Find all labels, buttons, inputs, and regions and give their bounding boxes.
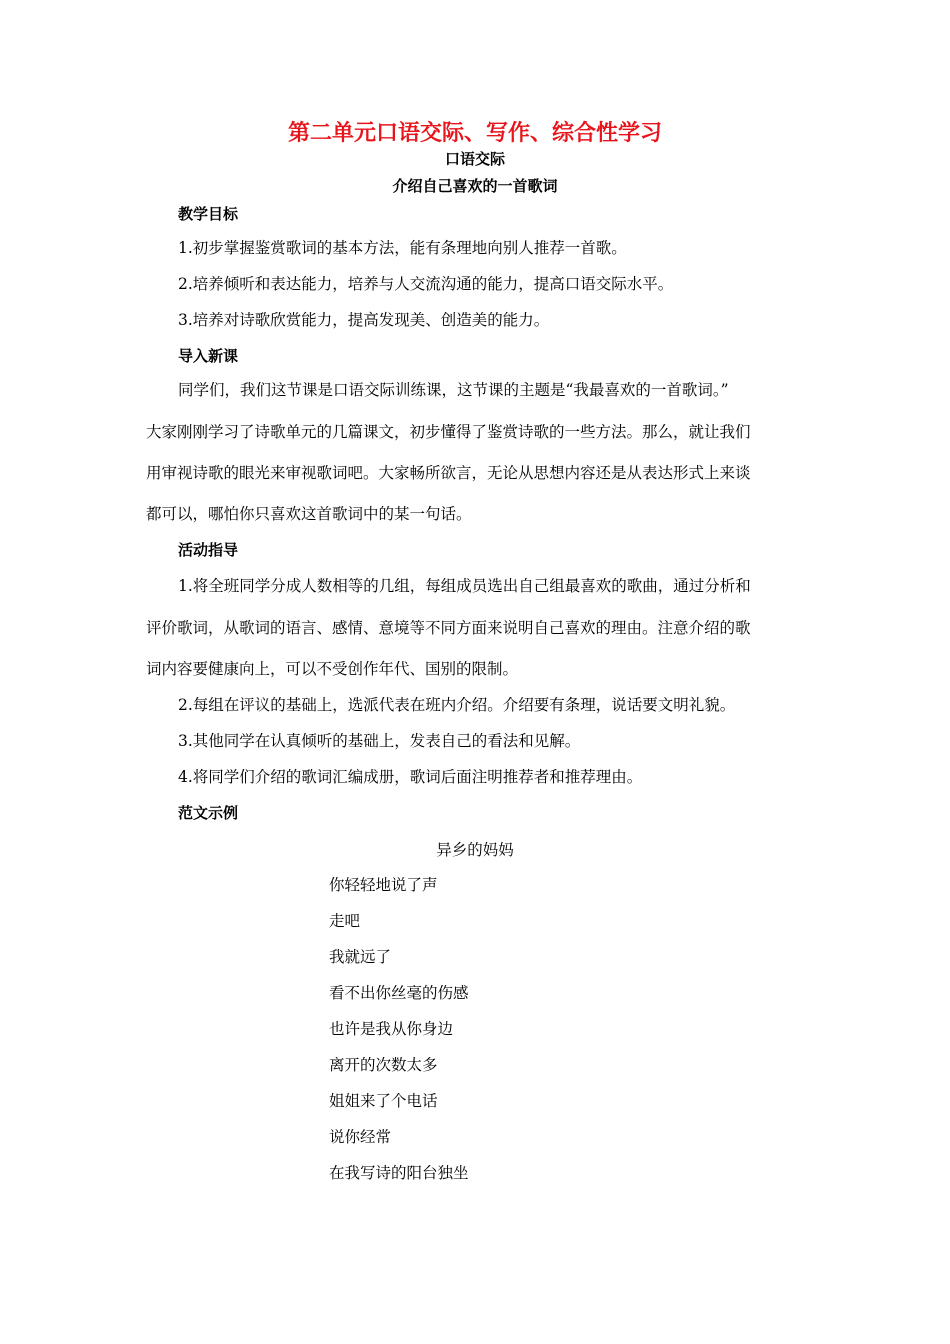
poem-line: 看不出你丝毫的伤感: [329, 984, 469, 1002]
poem-line: 在我写诗的阳台独坐: [329, 1164, 469, 1182]
intro-paragraph-line: 大家刚刚学习了诗歌单元的几篇课文，初步懂得了鉴赏诗歌的一些方法。那么，就让我们: [146, 423, 751, 441]
poem-title: 异乡的妈妈: [436, 841, 514, 859]
intro-heading: 导入新课: [178, 347, 239, 365]
activity-paragraph-line: 4.将同学们介绍的歌词汇编成册，歌词后面注明推荐者和推荐理由。: [178, 768, 643, 786]
activity-paragraph-line: 2.每组在评议的基础上，选派代表在班内介绍。介绍要有条理，说话要文明礼貌。: [178, 696, 736, 714]
objective-item: 3.培养对诗歌欣赏能力，提高发现美、创造美的能力。: [178, 311, 550, 329]
activity-heading: 活动指导: [178, 541, 239, 559]
lesson-title: 介绍自己喜欢的一首歌词: [392, 177, 558, 195]
poem-line: 也许是我从你身边: [329, 1020, 454, 1038]
objective-item: 1.初步掌握鉴赏歌词的基本方法，能有条理地向别人推荐一首歌。: [178, 239, 627, 257]
objective-item: 2.培养倾听和表达能力，培养与人交流沟通的能力，提高口语交际水平。: [178, 275, 674, 293]
intro-paragraph-line: 同学们，我们这节课是口语交际训练课，这节课的主题是“我最喜欢的一首歌词。”: [178, 381, 729, 399]
poem-line: 离开的次数太多: [329, 1056, 438, 1074]
poem-line: 说你经常: [329, 1128, 392, 1146]
intro-paragraph-line: 都可以，哪怕你只喜欢这首歌词中的某一句话。: [146, 505, 472, 523]
activity-paragraph-line: 3.其他同学在认真倾听的基础上，发表自己的看法和见解。: [178, 732, 581, 750]
poem-line: 你轻轻地说了声: [329, 876, 438, 894]
example-heading: 范文示例: [178, 804, 239, 822]
poem-line: 姐姐来了个电话: [329, 1092, 438, 1110]
activity-paragraph-line: 词内容要健康向上，可以不受创作年代、国别的限制。: [146, 660, 519, 678]
activity-paragraph-line: 评价歌词，从歌词的语言、感情、意境等不同方面来说明自己喜欢的理由。注意介绍的歌: [146, 619, 751, 637]
poem-line: 我就远了: [329, 948, 392, 966]
poem-line: 走吧: [329, 912, 361, 930]
section-title: 口语交际: [444, 150, 505, 168]
objectives-heading: 教学目标: [178, 205, 239, 223]
intro-paragraph-line: 用审视诗歌的眼光来审视歌词吧。大家畅所欲言，无论从思想内容还是从表达形式上来谈: [146, 464, 751, 482]
activity-paragraph-line: 1.将全班同学分成人数相等的几组，每组成员选出自己组最喜欢的歌曲，通过分析和: [178, 577, 751, 595]
document-title: 第二单元口语交际、写作、综合性学习: [287, 121, 662, 146]
